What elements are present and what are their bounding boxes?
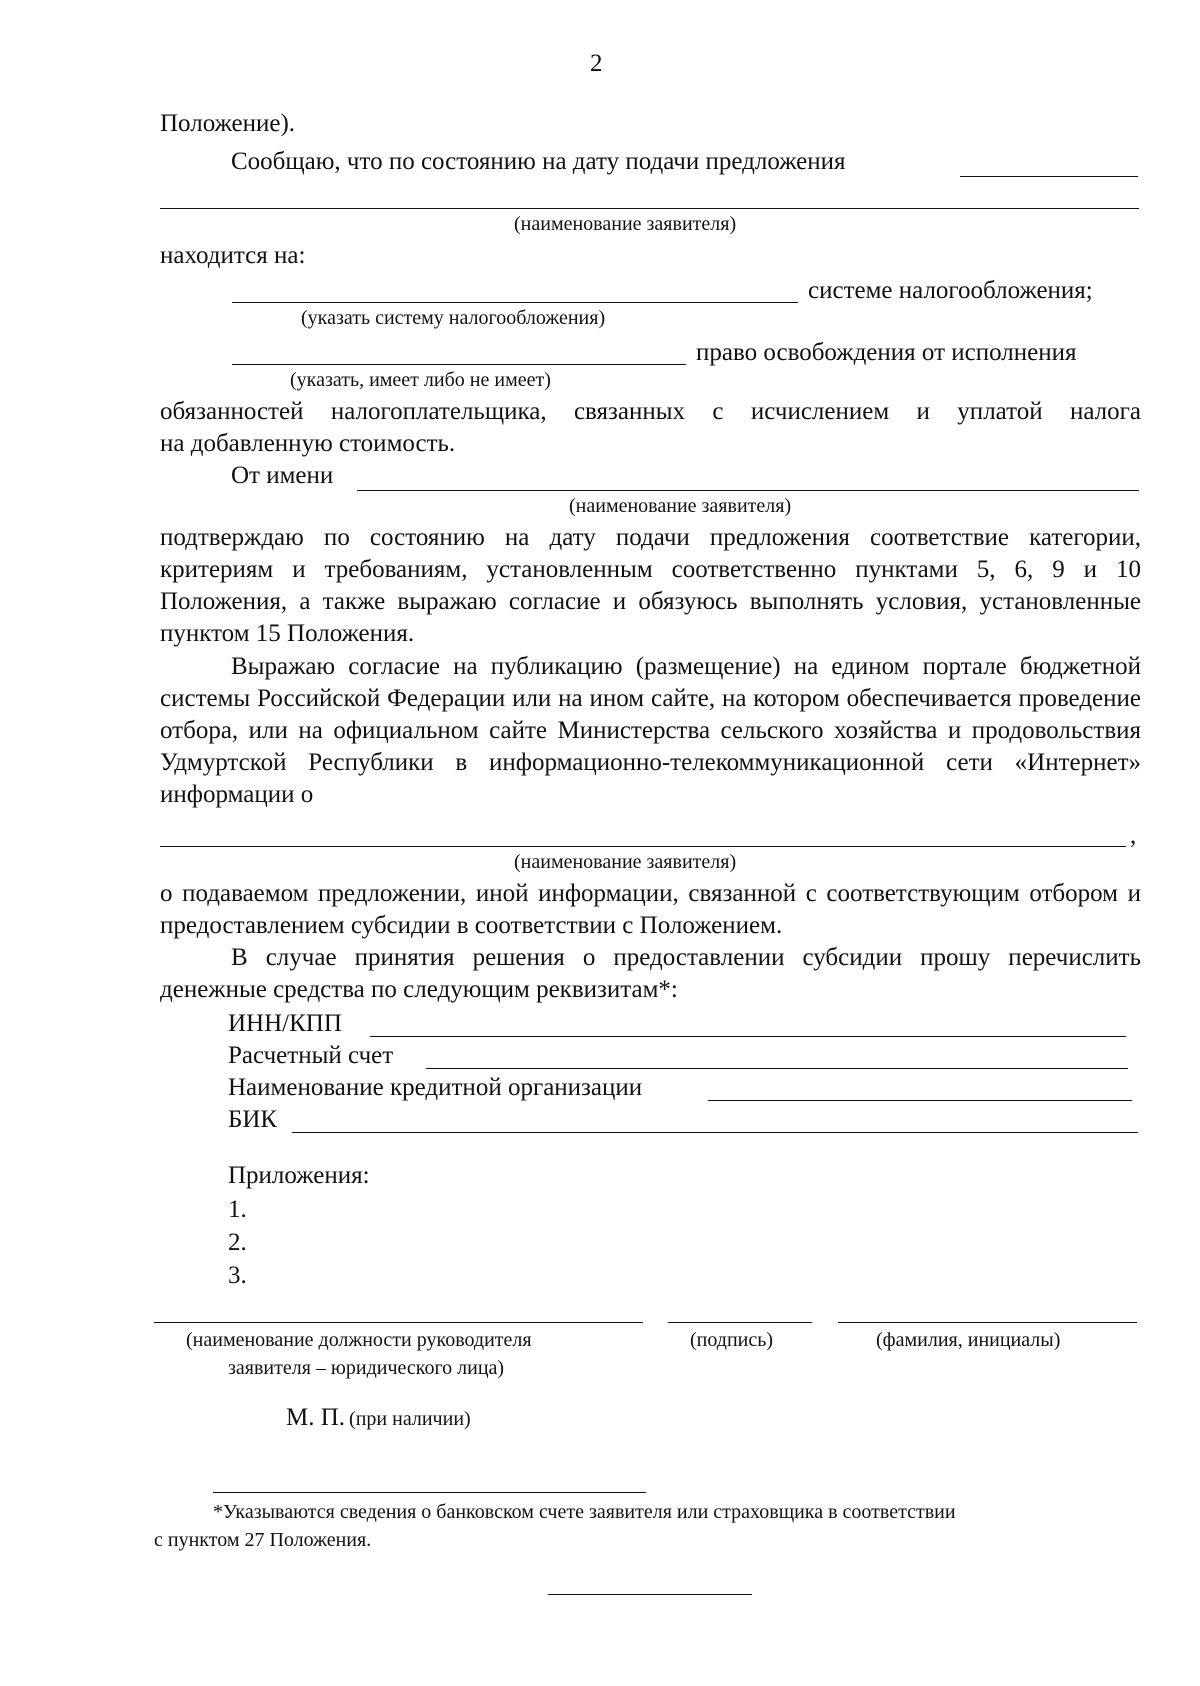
blank-line <box>357 490 1139 491</box>
blank-line <box>232 302 798 303</box>
signature-line <box>668 1322 812 1323</box>
attachments-label: Приложения: <box>228 1162 370 1189</box>
inn-kpp-field[interactable] <box>370 1036 1126 1037</box>
end-separator <box>548 1594 752 1595</box>
paragraph-end: Положение). <box>160 110 296 137</box>
transfer-request-paragraph: В случае принятия решения о предоставлении субсидии прошу перечислить денежные средства по следующим реквизитам*: <box>160 944 1141 1003</box>
comma: , <box>1130 822 1137 849</box>
blank-line <box>960 176 1138 177</box>
inn-kpp-label: ИНН/КПП <box>228 1010 342 1037</box>
footnote-separator <box>213 1492 646 1493</box>
duties-line-2: на добавленную стоимость. <box>160 430 456 457</box>
account-label: Расчетный счет <box>228 1042 394 1069</box>
caption-position-line-2: заявителя – юридического лица) <box>228 1357 505 1379</box>
consent-paragraph: Выражаю согласие на публикацию (размещение) на едином портале бюджетной системы Российской Федерации или на ином сайте, на котором обеспечивается проведение отбора, или на официальном сайте Министерства сельского хозяйства и продовольствия Удмуртской Республики в информационно-телекоммуникационной сети «Интернет» информации о <box>160 653 1141 808</box>
located-on-text: находится на: <box>160 242 306 269</box>
caption-tax-system: (указать систему налогообложения) <box>301 307 606 329</box>
caption-signature: (подпись) <box>690 1329 774 1351</box>
caption-name: (фамилия, инициалы) <box>876 1329 1061 1351</box>
on-behalf-text: От имени <box>231 462 334 489</box>
stamp-note: (при наличии) <box>349 1408 471 1430</box>
caption-has-right: (указать, имеет либо не имеет) <box>290 369 551 391</box>
blank-line <box>232 364 686 365</box>
bik-field[interactable] <box>292 1132 1138 1133</box>
bank-name-label: Наименование кредитной организации <box>228 1074 643 1101</box>
footnote-line-2: с пунктом 27 Положения. <box>154 1529 372 1551</box>
attachment-item: 2. <box>228 1229 247 1256</box>
blank-line <box>160 208 1139 209</box>
bik-label: БИК <box>228 1106 278 1133</box>
signature-name-line <box>838 1322 1137 1323</box>
confirmation-paragraph: подтверждаю по состоянию на дату подачи предложения соответствие категории, критериям и требованиям, установленным соответственно пунктами 5, 6, 9 и 10 Положения, а также выражаю согласие и обязуюсь выполнять условия, установленные пунктом 15 Положения. <box>160 524 1141 647</box>
bank-name-field[interactable] <box>708 1100 1132 1101</box>
caption-applicant: (наименование заявителя) <box>514 213 737 235</box>
account-field[interactable] <box>426 1068 1128 1069</box>
duties-line-1: обязанностей налогоплательщика, связанных с исчислением и уплатой налога <box>160 398 1141 425</box>
attachment-item: 3. <box>228 1262 247 1289</box>
attachment-item: 1. <box>228 1196 247 1223</box>
stamp-place <box>286 1402 471 1434</box>
statement-text: Сообщаю, что по состоянию на дату подачи предложения <box>231 148 846 175</box>
caption-applicant: (наименование заявителя) <box>569 495 792 517</box>
caption-applicant: (наименование заявителя) <box>514 851 737 873</box>
blank-line <box>160 846 1126 847</box>
stamp-label: М. П. <box>286 1404 346 1431</box>
signature-position-line <box>154 1322 643 1323</box>
caption-position-line-1: (наименование должности руководителя <box>186 1329 532 1351</box>
proposal-paragraph: о подаваемом предложении, иной информации, связанной с соответствующим отбором и предоставлением субсидии в соответствии с Положением. <box>160 880 1141 939</box>
footnote-line-1: *Указываются сведения о банковском счете заявителя или страховщика в соответствии <box>213 1501 956 1523</box>
page-number: 2 <box>590 50 603 77</box>
tax-system-text: системе налогообложения; <box>808 277 1093 304</box>
right-text: право освобождения от исполнения <box>696 339 1077 366</box>
